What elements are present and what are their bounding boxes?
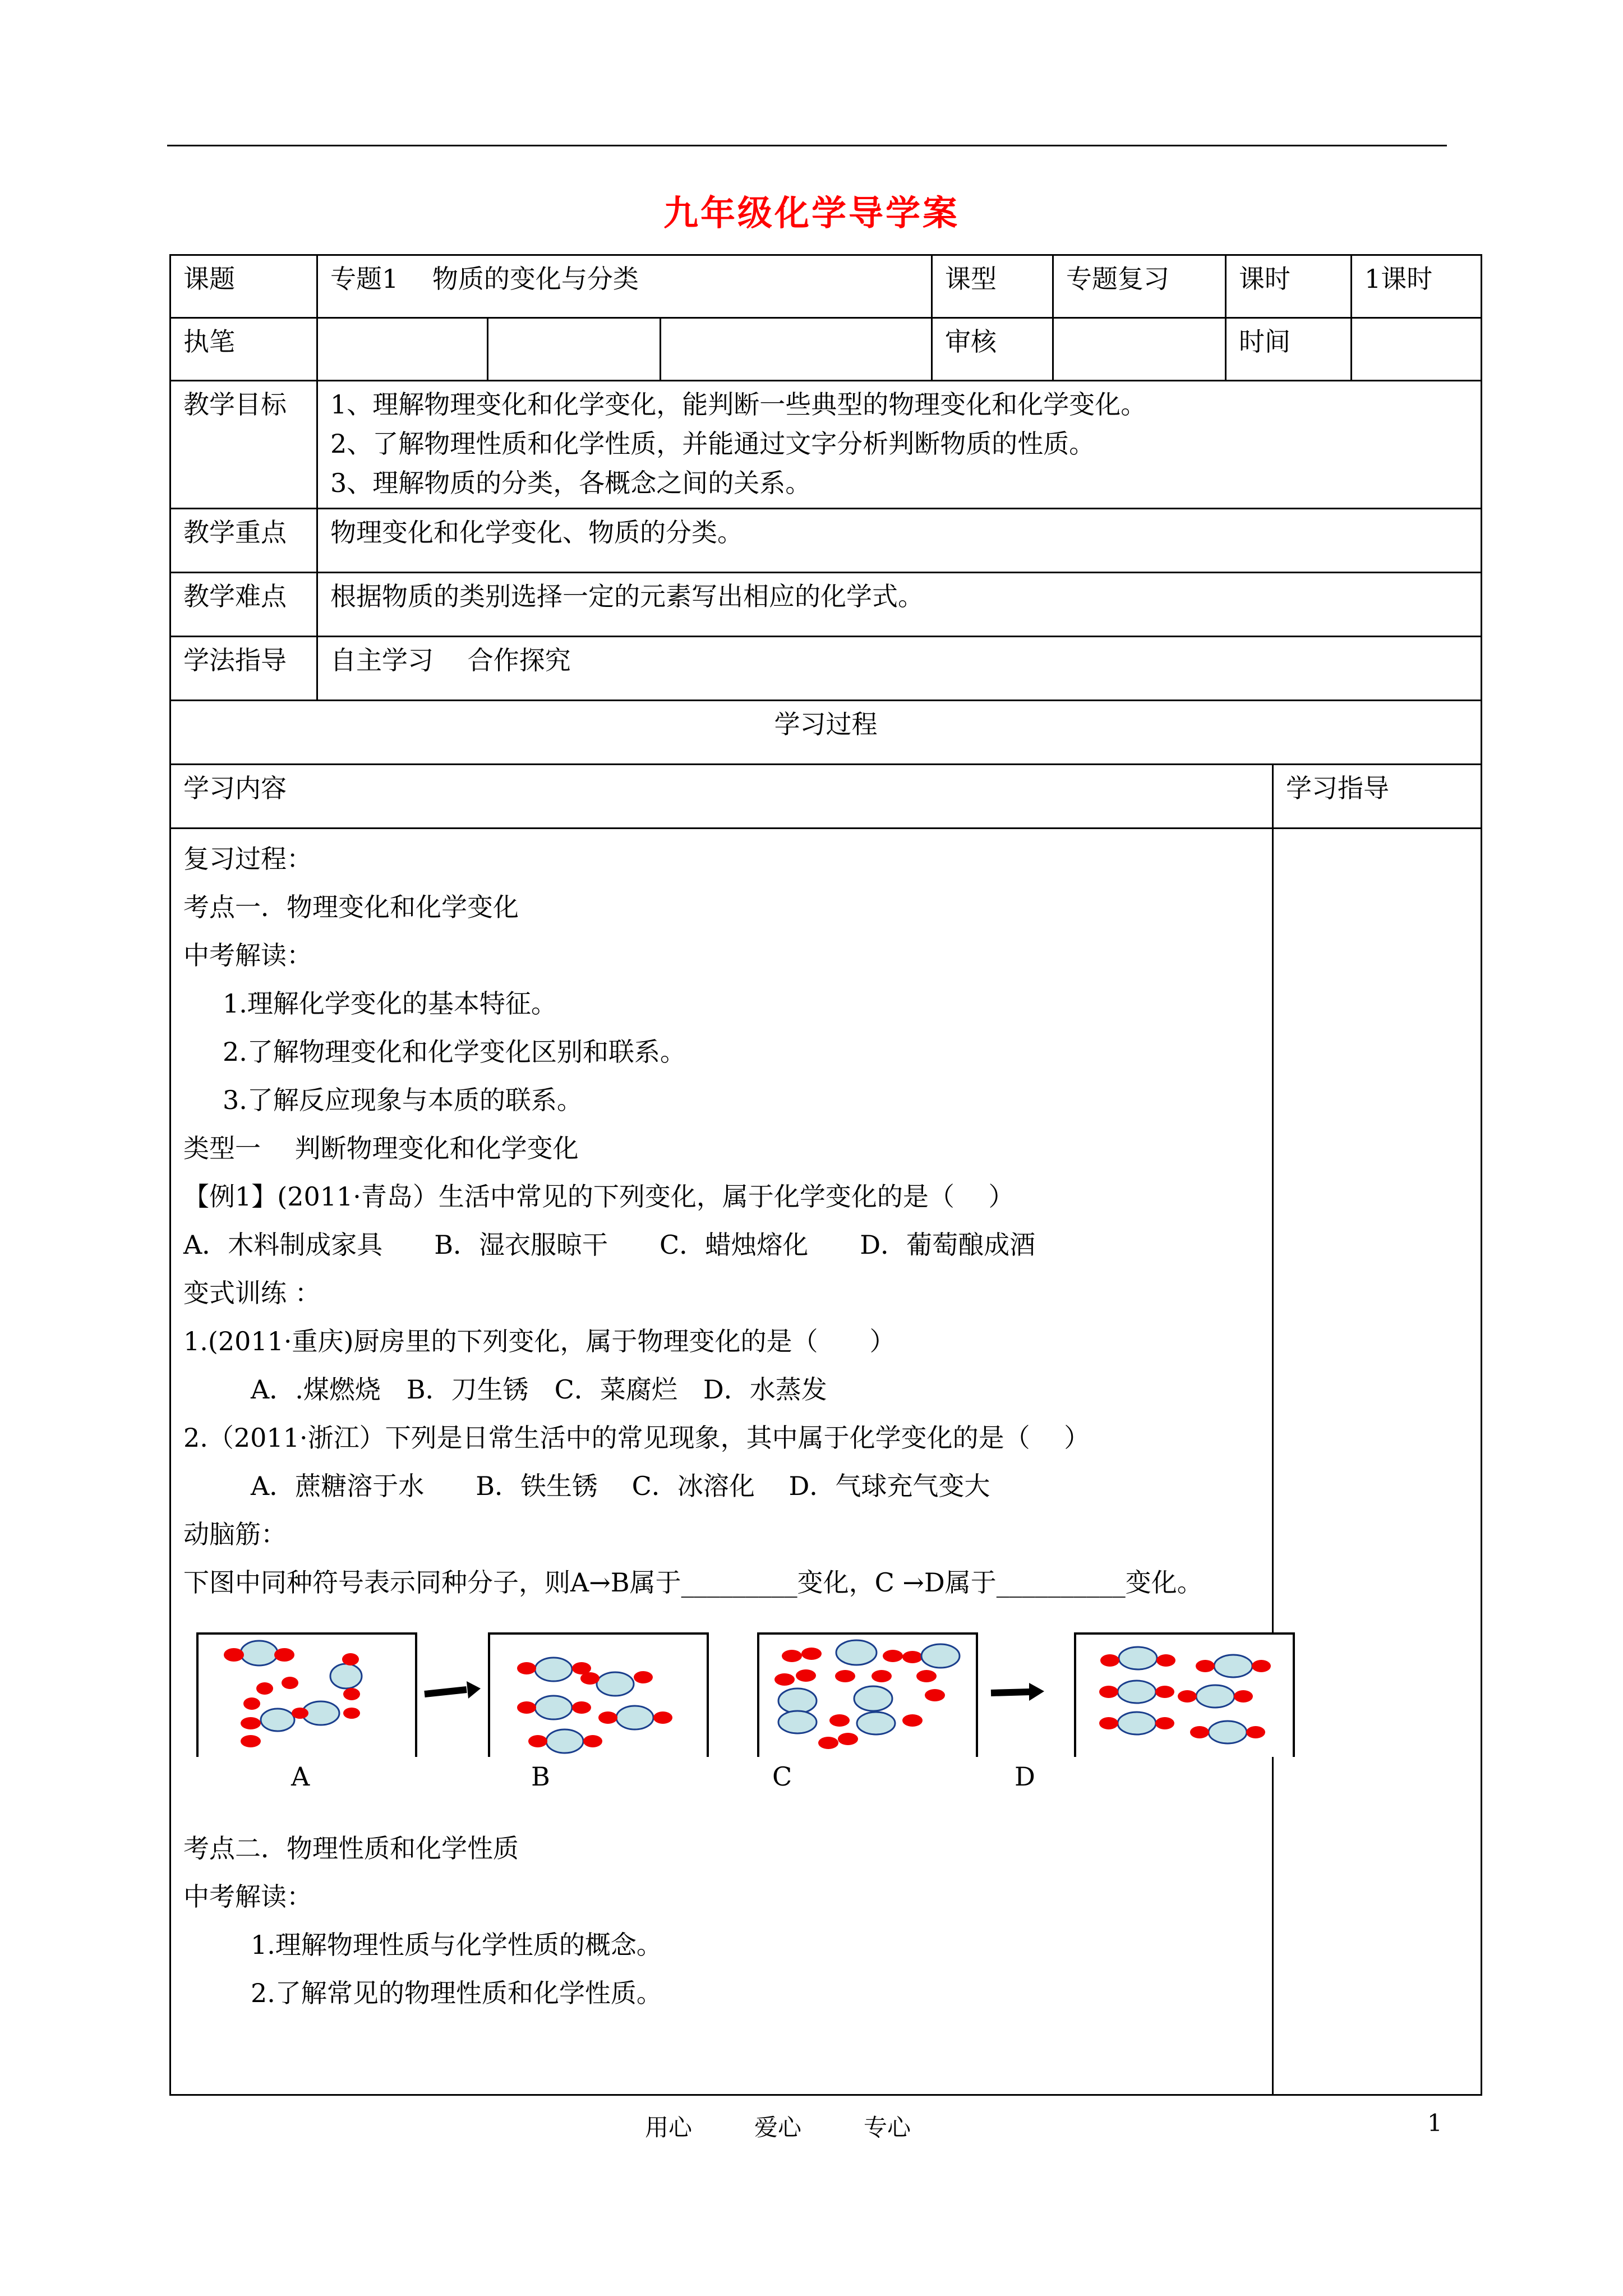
- hours-label: 课时: [1226, 255, 1352, 318]
- point-item: 1.理解化学变化的基本特征。: [223, 988, 557, 1019]
- molecule-diagram: [183, 1622, 1333, 1757]
- example-options: A．木料制成家具 B．湿衣服晾干 C．蜡烛熔化 D．葡萄酿成酒: [183, 1230, 1036, 1260]
- author-cell-2: [488, 318, 661, 381]
- time-value: [1352, 318, 1482, 381]
- author-cell-1: [317, 318, 488, 381]
- hours-value: 1课时: [1352, 255, 1482, 318]
- figure-label-d: D: [1015, 1761, 1035, 1792]
- goals-label: 教学目标: [170, 381, 317, 509]
- process-title: 学习过程: [170, 701, 1482, 765]
- footer-motto-3: 专心: [864, 2114, 911, 2141]
- brain-question: 下图中同种符号表示同种分子，则A→B属于_________变化，C →D属于__________变化。: [183, 1567, 1203, 1598]
- content-line: 考点一．物理变化和化学变化: [183, 892, 519, 922]
- question-2-options: A．蔗糖溶于水 B．铁生锈 C．冰溶化 D．气球充气变大: [251, 1471, 990, 1501]
- arrow-c-d-head: [1029, 1683, 1044, 1701]
- lesson-plan-table: [169, 254, 1482, 2096]
- point-item: 1.理解物理性质与化学性质的概念。: [251, 1930, 662, 1960]
- top-rule: [167, 145, 1447, 146]
- method-value: 自主学习 合作探究: [317, 637, 1482, 701]
- section2-title: 考点二．物理性质和化学性质: [183, 1833, 519, 1864]
- box-b: [489, 1634, 708, 1757]
- type-label: 课型: [932, 255, 1053, 318]
- difficulty-value: 根据物质的类别选择一定的元素写出相应的化学式。: [317, 573, 1482, 637]
- focus-value: 物理变化和化学变化、物质的分类。: [317, 509, 1482, 573]
- review-label: 审核: [932, 318, 1053, 381]
- goal-item: 3、理解物质的分类，各概念之间的关系。: [330, 468, 811, 498]
- review-value: [1053, 318, 1226, 381]
- figure-label-a: A: [291, 1761, 310, 1792]
- goal-item: 1、理解物理变化和化学变化，能判断一些典型的物理变化和化学变化。: [330, 389, 1147, 420]
- topic-label: 课题: [170, 255, 317, 318]
- box-a: [197, 1634, 416, 1757]
- question-1: 1.(2011·重庆)厨房里的下列变化，属于物理变化的是（ ）: [183, 1326, 896, 1356]
- example-question: 【例1】(2011·青岛）生活中常见的下列变化，属于化学变化的是（ ）: [183, 1181, 1015, 1212]
- type-heading: 类型一 判断物理变化和化学变化: [183, 1133, 579, 1163]
- point-item: 2.了解常见的物理性质和化学性质。: [251, 1978, 662, 2008]
- difficulty-label: 教学难点: [170, 573, 317, 637]
- page-number: 1: [1427, 2109, 1442, 2137]
- point-item: 2.了解物理变化和化学变化区别和联系。: [223, 1037, 686, 1067]
- time-label: 时间: [1226, 318, 1352, 381]
- document-title: 九年级化学导学案: [663, 192, 960, 233]
- method-label: 学法指导: [170, 637, 317, 701]
- author-cell-3: [661, 318, 932, 381]
- content-line: 复习过程：: [183, 844, 312, 874]
- figure-label-c: C: [772, 1761, 792, 1792]
- content-body: [170, 829, 1273, 2095]
- box-d: [1075, 1634, 1294, 1757]
- brain-title: 动脑筋：: [183, 1519, 287, 1549]
- section2-subtitle: 中考解读：: [183, 1881, 312, 1912]
- goals-list: [317, 381, 1482, 509]
- type-value: 专题复习: [1053, 255, 1226, 318]
- footer-motto-1: 用心: [645, 2114, 693, 2141]
- figure-label-b: B: [531, 1761, 550, 1792]
- focus-label: 教学重点: [170, 509, 317, 573]
- molecule-figure: [183, 1622, 1260, 1813]
- topic-value: 专题1 物质的变化与分类: [317, 255, 932, 318]
- guide-body: [1273, 829, 1482, 2095]
- guide-header: 学习指导: [1273, 765, 1482, 829]
- author-label: 执笔: [170, 318, 317, 381]
- content-line: 中考解读：: [183, 940, 312, 970]
- variant-title: 变式训练 ：: [183, 1278, 321, 1308]
- point-item: 3.了解反应现象与本质的联系。: [223, 1085, 583, 1115]
- question-2: 2.（2011·浙江）下列是日常生活中的常见现象，其中属于化学变化的是（ ）: [183, 1423, 1090, 1453]
- content-header: 学习内容: [170, 765, 1273, 829]
- arrow-a-b: [425, 1690, 467, 1694]
- footer-motto-2: 爱心: [754, 2114, 802, 2141]
- question-1-options: A．.煤燃烧 B．刀生锈 C．菜腐烂 D．水蒸发: [251, 1374, 827, 1405]
- box-c: [758, 1634, 977, 1757]
- arrow-c-d: [991, 1692, 1030, 1693]
- arrow-a-b-head: [467, 1681, 481, 1699]
- goal-item: 2、了解物理性质和化学性质，并能通过文字分析判断物质的性质。: [330, 429, 1095, 459]
